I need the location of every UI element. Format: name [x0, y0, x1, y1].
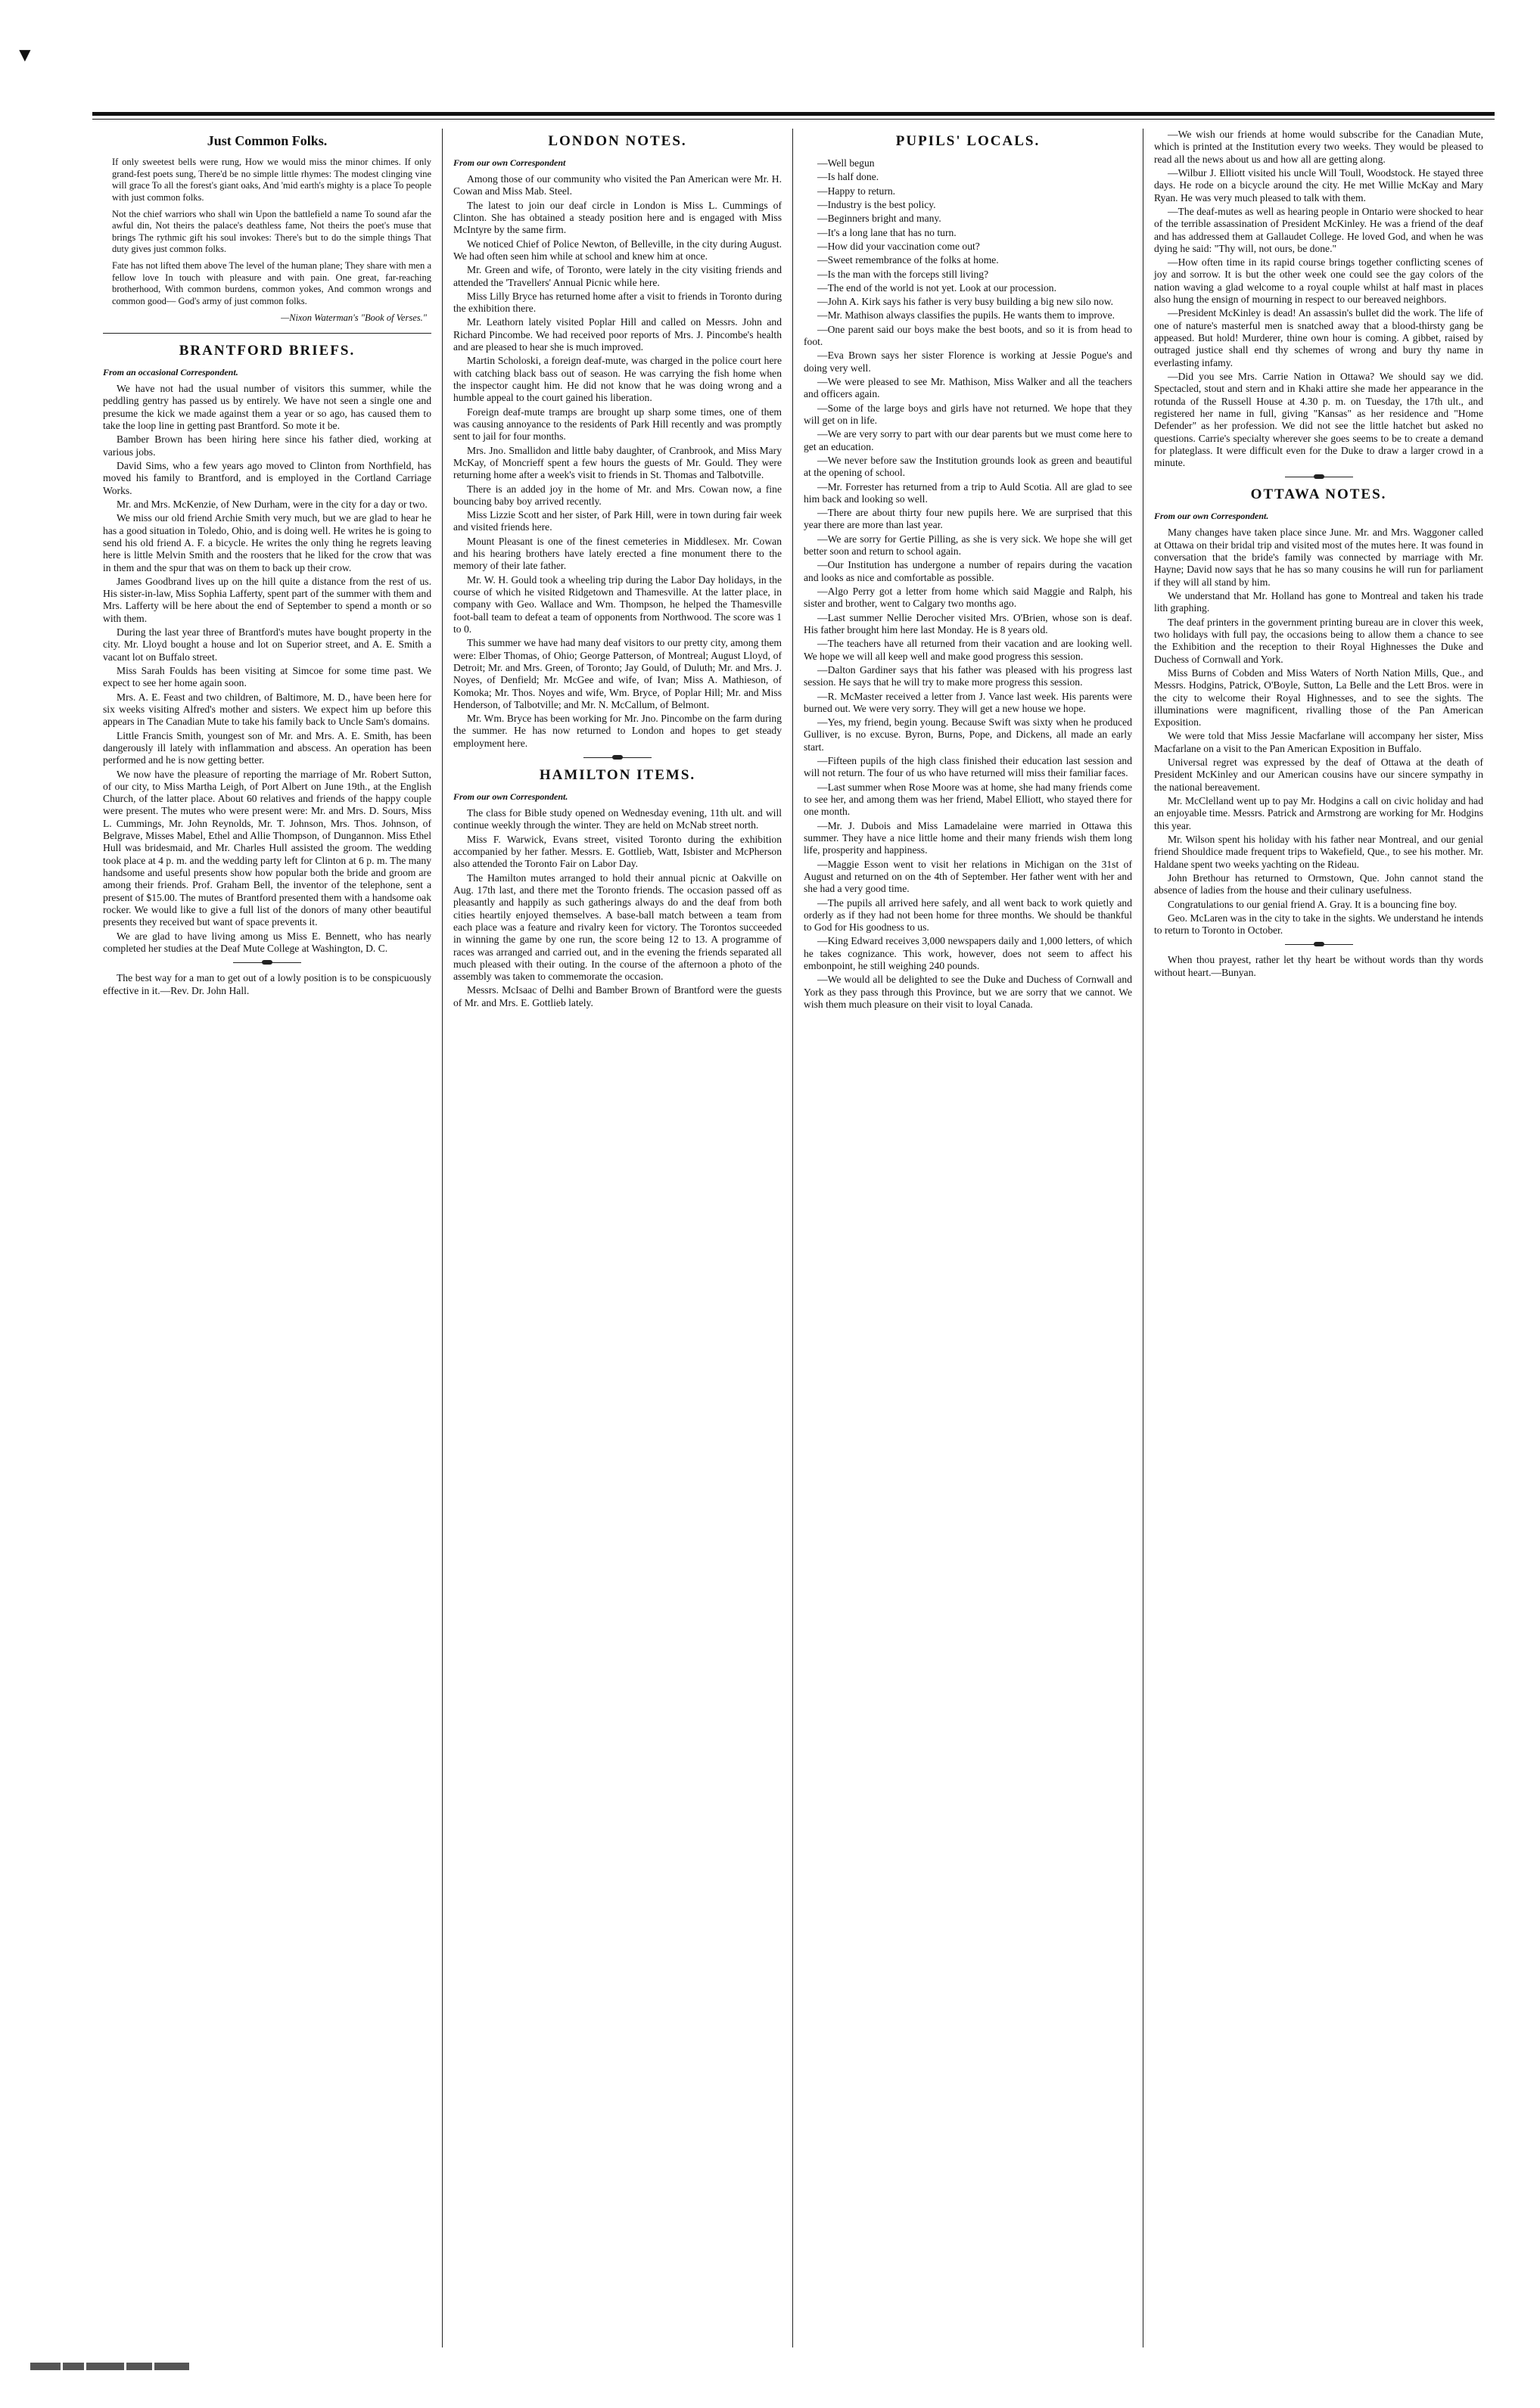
column-2 — [443, 129, 793, 2347]
newspaper-page — [92, 112, 1495, 2347]
article-misc-locals — [1154, 129, 1483, 469]
article-title: LONDON NOTES. — [548, 133, 687, 149]
paragraph: The latest to join our deaf circle in London is Miss L. Cummings of Clinton. She has obtained a steady position here and is engaged with Miss McIntyre by the same firm. — [453, 199, 782, 236]
paragraph: Miss Lilly Bryce has returned home after a visit to friends in Toronto during the exhibition there. — [453, 290, 782, 315]
local-item: —Sweet remembrance of the folks at home. — [817, 254, 999, 266]
article-byline: From our own Correspondent — [453, 157, 566, 168]
local-item: —Some of the large boys and girls have not returned. We hope that they will get on in life. — [804, 402, 1132, 426]
poem-credit: —Nixon Waterman's "Book of Verses." — [281, 312, 427, 323]
paragraph: During the last year three of Brantford's mutes have bought property in the city. Mr. Lloyd bought a house and lot on Superior street, and A. E. Smith a vacant lot on Buffalo street. — [103, 626, 431, 663]
local-item: —We wish our friends at home would subscribe for the Canadian Mute, which is printed at the Institution every two weeks. They would be pleased to read all the news about us and how all are getting along. — [1154, 129, 1483, 165]
article-title: OTTAWA NOTES. — [1250, 486, 1387, 503]
local-item: —Maggie Esson went to visit her relations in Michigan on the 31st of August and returned on on the 4th of September. Her father went with her and she had a very good time. — [804, 858, 1132, 895]
paragraph: The Hamilton mutes arranged to hold their annual picnic at Oakville on Aug. 17th last, and there met the Toronto friends. The occasion passed off as pleasantly and happily as such gatherings always do and the deaf from both cities heartily enjoyed themselves. A base-ball match between a team from each place was a feature and rivalry keen for victory. The Torontos succeeded in winning the game by one run, the score being 12 to 13. A programme of races was arranged and carried out, and in the evening the friends separated all much pleased with their outing. In the course of the afternoon a photo of the assembly was taken to commemorate the occasion. — [453, 872, 782, 983]
local-item: —Happy to return. — [817, 185, 896, 197]
local-item: —Mr. Forrester has returned from a trip to Auld Scotia. All are glad to see him back and looking so well. — [804, 480, 1132, 505]
paragraph: Messrs. McIsaac of Delhi and Bamber Brown of Brantford were the guests of Mr. and Mrs. E. Gottlieb lately. — [453, 984, 782, 1008]
local-item: —Fifteen pupils of the high class finished their education last session and will not return. The four of us who have returned will miss their familiar faces. — [804, 755, 1132, 779]
paragraph: Mr. Wm. Bryce has been working for Mr. Jno. Pincombe on the farm during the summer. He has now returned to London and hopes to get steady employment here. — [453, 713, 782, 749]
paragraph: Mr. and Mrs. McKenzie, of New Durham, were in the city for a day or two. — [117, 498, 428, 510]
article-london-notes — [453, 133, 782, 750]
paragraph: Miss F. Warwick, Evans street, visited Toronto during the exhibition accompanied by her father. Messrs. E. Gottlieb, Watt, Isbister and McPherson also attended the Toronto Fair on Labor Day. — [453, 833, 782, 870]
footer-print-smudge — [30, 2360, 212, 2374]
paragraph: Mount Pleasant is one of the finest cemeteries in Middlesex. Mr. Cowan and his hearing brothers have lately erected a fine monument there to the memory of their late father. — [453, 535, 782, 572]
local-item: —We are very sorry to part with our dear parents but we must come here to get an education. — [804, 428, 1132, 452]
paragraph: Universal regret was expressed by the deaf of Ottawa at the death of President McKinley and our American cousins have our sincere sympathy in the national bereavement. — [1154, 757, 1483, 793]
paragraph: Mr. McClelland went up to pay Mr. Hodgins a call on civic holiday and had an enjoyable time. Messrs. Patrick and Armstrong are working for Mr. Hodgins this year. — [1154, 795, 1483, 831]
paragraph: Mr. Green and wife, of Toronto, were lately in the city visiting friends and attended the 'Travellers' Annual Picnic while here. — [453, 264, 782, 288]
paragraph: David Sims, who a few years ago moved to Clinton from Northfield, has moved his family to Brantford, and is employed in the Cortland Carriage Works. — [103, 460, 431, 496]
paragraph: Miss Burns of Cobden and Miss Waters of North Nation Mills, Que., and Messrs. Hodgins, Patrick, O'Boyle, Sutton, La Belle and the Lett Bros. were in the city to welcome their Royal Highnesses, and to see the sights. The illuminations were magnificent, rivalling those of the Pan American Exposition. — [1154, 666, 1483, 729]
article-byline: From an occasional Correspondent. — [103, 367, 238, 378]
paragraph: There is an added joy in the home of Mr. and Mrs. Cowan now, a fine bouncing baby boy arrived recently. — [453, 483, 782, 507]
article-byline: From our own Correspondent. — [453, 791, 568, 803]
local-item: —Wilbur J. Elliott visited his uncle Will Toull, Woodstock. He stayed three days. He rode on a bicycle around the city. He met Willie McKay and Mary Ryan. He was very much pleased to talk with them. — [1154, 166, 1483, 204]
paragraph: We now have the pleasure of reporting the marriage of Mr. Robert Sutton, of our city, to Miss Martha Leigh, of Port Albert on June 19th., at the English Church, of the latter place. About 60 relatives and friends of the happy couple were present. The mutes who were present were: Mr. and Mrs. D. Sours, Miss L. Cummings, Mr. John Reynolds, Mr. T. Johnson, Mrs. Thos. Johnson, of Belgrave, Misses Mabel, Ethel and Allie Thompson, of Dungannon. Miss Ethel Hull was bridesmaid, and Mr. Charles Hull assisted the groom. The wedding took place at 4 p. m. and the wedding party left for Clinton at 6 p. m. The many handsome and useful presents show how popular both the bride and groom are among their friends. Prof. Graham Bell, the inventor of the telephone, sent a present of $15.00. The mutes of Brantford presented them with a handsome oak rocker. We would like to give a full list of the donors of many other beautiful presents they received but want of space prevents it. — [103, 768, 431, 928]
poem-stanza: Fate has not lifted them above The level of the human plane; They share with men a fellow love In touch with pleasure and with pain. One great, far-reaching brotherhood, With common burdens, common yokes, And common wrongs and common good— God's army of just common folks. — [112, 260, 431, 306]
local-item: —It's a long lane that has no turn. — [817, 226, 957, 238]
local-item: —How often time in its rapid course brings together conflicting scenes of joy and sorrow. It is but the other week one could see the gay colors of the nation waving a glad welcome to a royal couple whilst at half mast in places also hung the ensign of mourning in respect to our bereaved neighbors. — [1154, 256, 1483, 306]
paragraph: We are glad to have living among us Miss E. Bennett, who has nearly completed her studies at the Deaf Mute College at Washington, D. C. — [103, 930, 431, 954]
paragraph: We have not had the usual number of visitors this summer, while the peddling gentry has passed us by entirely. We have not seen a single one and presume the kick we made against them a year or so ago, has caused them to take the loop line in getting past Brantford. So mote it be. — [103, 383, 431, 432]
top-rule-thin — [92, 119, 1495, 120]
paragraph: Mr. W. H. Gould took a wheeling trip during the Labor Day holidays, in the course of which he visited Ridgetown and Thamesville. At the latter place, in company with Geo. Wallace and Wm. Thompson, he helped the Thamesville foot-ball team to defeat a team of opponents from Northwood. The score was 1 to 0. — [453, 573, 782, 635]
local-item: —Industry is the best policy. — [817, 198, 936, 210]
local-item: —Beginners bright and many. — [817, 213, 941, 225]
paragraph: Geo. McLaren was in the city to take in the sights. We understand he intends to return to Toronto in October. — [1154, 912, 1483, 937]
paragraph: The class for Bible study opened on Wednesday evening, 11th ult. and will continue weekly through the winter. They are held on McNab street north. — [453, 807, 782, 831]
paragraph: Miss Lizzie Scott and her sister, of Park Hill, were in town during fair week and visited friends here. — [453, 509, 782, 533]
local-item: —One parent said our boys make the best boots, and so it is from head to foot. — [804, 323, 1132, 348]
local-item: —There are about thirty four new pupils here. We are surprised that this year there are more than last year. — [804, 507, 1132, 531]
columns — [92, 129, 1495, 2347]
article-title: BRANTFORD BRIEFS. — [179, 343, 356, 359]
poem-just-common-folks — [103, 133, 431, 324]
article-ottawa-notes — [1154, 486, 1483, 937]
local-item: —John A. Kirk says his father is very busy building a big new silo now. — [817, 296, 1114, 308]
local-item: —Last summer when Rose Moore was at home, she had many friends come to see her, and among them was her friend, Mabel Elliott, who stayed there for one month. — [804, 781, 1132, 818]
article-brantford-briefs — [103, 343, 431, 955]
local-item: —Dalton Gardiner says that his father was pleased with his progress last session. He says that he will try to make more progress this session. — [804, 663, 1132, 688]
article-hamilton-items — [453, 767, 782, 1009]
closing-quote: When thou prayest, rather let thy heart be without words than thy words without heart.—Bunyan. — [1154, 954, 1483, 978]
local-item: —President McKinley is dead! An assassin's bullet did the work. The life of one of nature's masterful men is snatched away that a blood-thirsty gang be appeased. But hold! Murderer, thine own hour is coming. A gibbet, raised by outraged justice shall end thy schemes of wrong and bury thy name in everlasting infamy. — [1154, 307, 1483, 368]
paragraph: Congratulations to our genial friend A. Gray. It is a bouncing fine boy. — [1168, 898, 1458, 910]
closing-quote: The best way for a man to get out of a lowly position is to be conspicuously effective in it.—Rev. Dr. John Hall. — [103, 972, 431, 996]
local-item: —We are sorry for Gertie Pilling, as she is very sick. We hope she will get better soon and return to school again. — [804, 533, 1132, 558]
local-item: —The teachers have all returned from their vacation and are looking well. We hope we will all keep well and make good progress this session. — [804, 638, 1132, 662]
poem-stanza: Not the chief warriors who shall win Upon the battlefield a name To sound afar the awful din, Not theirs the palace's deathless fame, Not theirs the poet's muse that brings The rythmic gift his soul invokes: There's but to do the simple things That duty gives just common folks. — [112, 208, 431, 255]
article-pupils-locals — [804, 133, 1132, 1011]
article-byline: From our own Correspondent. — [1154, 511, 1269, 522]
section-divider — [103, 333, 431, 334]
local-item: —Is half done. — [817, 171, 879, 183]
column-3 — [793, 129, 1143, 2347]
local-item: —Yes, my friend, begin young. Because Swift was sixty when he produced Gulliver, is no excuse. Byron, Burns, Pope, and Dickens, all made an early start. — [804, 716, 1132, 753]
paragraph: Many changes have taken place since June. Mr. and Mrs. Waggoner called at Ottawa on their bridal trip and visited most of the mutes here. It was found in conversation that the bride's family was connected by marriage with Mr. Hayne; David now says that he has so many cousins he will run for parliament if they will all stand by him. — [1154, 527, 1483, 588]
corner-mark: ▼ — [15, 44, 35, 66]
local-item: —Mr. Mathison always classifies the pupils. He wants them to improve. — [817, 309, 1115, 322]
paragraph: Mrs. A. E. Feast and two children, of Baltimore, M. D., have been here for six weeks visiting Alfred's mother and sisters. We expect him up before this appears in The Canadian Mute to take his family back to Uncle Sam's domains. — [103, 691, 431, 728]
local-item: —King Edward receives 3,000 newspapers daily and 1,000 letters, of which he takes cognizance. This work, however, does not seem to affect his embonpoint, he still weighing 240 pounds. — [804, 935, 1132, 972]
paragraph: We understand that Mr. Holland has gone to Montreal and taken his trade lith graphing. — [1154, 590, 1483, 614]
column-4 — [1143, 129, 1494, 2347]
paragraph: We noticed Chief of Police Newton, of Belleville, in the city during August. We had often seen him while at school and knew him at once. — [453, 238, 782, 262]
article-title: PUPILS' LOCALS. — [895, 133, 1041, 149]
paragraph: Martin Scholoski, a foreign deaf-mute, was charged in the police court here with catching black bass out of season. He was carrying the fish home when the inspector caught him. He did not know that he was doing wrong and a humble appeal to the court gained his liberation. — [453, 355, 782, 404]
paragraph: We were told that Miss Jessie Macfarlane will accompany her sister, Miss Macfarlane on a visit to the Pan American Exposition in Buffalo. — [1154, 730, 1483, 754]
ornament-divider — [1285, 944, 1353, 945]
paragraph: This summer we have had many deaf visitors to our pretty city, among them were: Elber Thomas, of Ohio; George Patterson, of Montreal; August Lloyd, of Detroit; Mr. and Mrs. Green, of Toronto; Jay Gould, of Duluth; Mr. and Mrs. J. Noyes, of Denfield; Mr. McGee and wife, of Ivan; Miss A. Mathieson, of Komoka; Mr. Thos. Noyes and wife, Wm. Bryce, of Poplar Hill; Mr. and Miss Henderson, of Talbotville; and Mr. N. McCallum, of Belmont. — [453, 637, 782, 710]
local-item: —Is the man with the forceps still living? — [817, 268, 989, 280]
local-item: —Mr. J. Dubois and Miss Lamadelaine were married in Ottawa this summer. They have a nice little home and their many friends wish them long life, prosperity and happiness. — [804, 819, 1132, 856]
paragraph: John Brethour has returned to Ormstown, Que. John cannot stand the absence of ladies from the house and their culinary usefulness. — [1154, 872, 1483, 896]
local-item: —R. McMaster received a letter from J. Vance last week. His parents were burned out. We were very sorry. They will get a new house we hope. — [804, 690, 1132, 714]
ornament-divider — [233, 962, 301, 963]
paragraph: Foreign deaf-mute tramps are brought up sharp some times, one of them was causing annoyance to the residents of Park Hill recently and was promptly sent to jail for four months. — [453, 405, 782, 443]
paragraph: Mrs. Jno. Smallidon and little baby daughter, of Cranbrook, and Miss Mary McKay, of Moncrieff spent a few hours the guests of Mr. Gould. They were returning home after a week's visit to friends in St. Thomas and Talbotville. — [453, 444, 782, 481]
local-item: —Well begun — [817, 157, 875, 169]
local-item: —The pupils all arrived here safely, and all went back to work quietly and orderly as if they had not been home for three months. We should be thankful to God for His goodness to us. — [804, 896, 1132, 934]
paragraph: The deaf printers in the government printing bureau are in clover this week, two holidays with full pay, the occasions being to allow them a chance to see the Exhibition and the reception to their Royal Highnesses the Duke and Duchess of Cornwall and York. — [1154, 616, 1483, 665]
local-item: —How did your vaccination come out? — [817, 240, 980, 252]
local-item: —Last summer Nellie Derocher visited Mrs. O'Brien, whose son is deaf. His father brought him here last Monday. He is 8 years old. — [804, 611, 1132, 635]
poem-title: Just Common Folks. — [207, 133, 328, 148]
paragraph: James Goodbrand lives up on the hill quite a distance from the rest of us. His sister-in-law, Miss Sophia Lafferty, spent part of the summer with them and Mrs. Lafferty will be here about the end of September to spend a month or so with them. — [103, 575, 431, 624]
paragraph: Among those of our community who visited the Pan American were Mr. H. Cowan and Miss Mab. Steel. — [453, 173, 782, 197]
top-rule — [92, 112, 1495, 116]
local-item: —Our Institution has undergone a number of repairs during the vacation and looks as nice and comfortable as possible. — [804, 559, 1132, 583]
poem-stanza: If only sweetest bells were rung, How we would miss the minor chimes. If only grand-fest poets sung, There'd be no simple little rhymes: The modest clinging vine will grace To all the forest's giant oaks, And 'mid earth's mighty is a place To people with just common folks. — [112, 157, 431, 203]
local-item: —The end of the world is not yet. Look at our procession. — [817, 281, 1056, 294]
local-item: —We never before saw the Institution grounds look as green and beautiful at the opening of school. — [804, 454, 1132, 479]
paragraph: Little Francis Smith, youngest son of Mr. and Mrs. A. E. Smith, has been dangerously ill lately with inflammation and abscess. An operation has been performed and he is now getting better. — [103, 729, 431, 766]
local-item: —Algo Perry got a letter from home which said Maggie and Ralph, his sister and brother, went to Calgary two months ago. — [804, 586, 1132, 610]
local-item: —We would all be delighted to see the Duke and Duchess of Cornwall and York as they pass through this Province, but we are sorry that we cannot. We wish them much pleasure on their visit to loyal Canada. — [804, 974, 1132, 1010]
paragraph: Bamber Brown has been hiring here since his father died, working at various jobs. — [103, 433, 431, 458]
local-item: —Eva Brown says her sister Florence is working at Jessie Pogue's and doing very well. — [804, 350, 1132, 374]
paragraph: Mr. Leathorn lately visited Poplar Hill and called on Messrs. John and Richard Pincombe. We had received poor reports of Mrs. J. Pincombe's health and are pleased to hear she is much improved. — [453, 316, 782, 353]
paragraph: Miss Sarah Foulds has been visiting at Simcoe for some time past. We expect to see her home again soon. — [103, 665, 431, 689]
ornament-divider — [583, 757, 652, 758]
article-title: HAMILTON ITEMS. — [539, 767, 696, 784]
paragraph: We miss our old friend Archie Smith very much, but we are glad to hear he has a good situation in Toledo, Ohio, and is doing well. He writes he is going to send his old friend A. F. a bicycle. He writes the only thing he regrets leaving here is little Melvin Smith and the roosters that he liked for the crow that was in them and the spur that was on them to back up their crow. — [103, 512, 431, 573]
local-item: —Did you see Mrs. Carrie Nation in Ottawa? We should say we did. Spectacled, stout and stern and in Khaki attire she made her appearance in the rotunda of the Russell House at 4.30 p. m. on Tuesday, the 17th ult., and registered her name in full, giving "Kansas" as her residence and "Home Defender" as her profession. We did not see the little hatchet but asked no questions. Carrie's specialty wherever she goes seems to be to create a demand for plateglass. It were difficult even for the Duke to draw a larger crowd in a minute. — [1154, 370, 1483, 469]
local-item: —We were pleased to see Mr. Mathison, Miss Walker and all the teachers and officers again. — [804, 376, 1132, 400]
column-1 — [92, 129, 443, 2347]
paragraph: Mr. Wilson spent his holiday with his father near Montreal, and our genial friend Shouldice made frequent trips to Wakefield, Que., to see his mother. Mr. Haldane spent two weeks yachting on the Rideau. — [1154, 833, 1483, 870]
local-item: —The deaf-mutes as well as hearing people in Ontario were shocked to hear of the terrible assassination of President McKinley. He was a friend of the deaf and has addressed them at Gallaudet College. He loved God, and when he was dying he said: "Thy will, not ours, be done." — [1154, 205, 1483, 254]
